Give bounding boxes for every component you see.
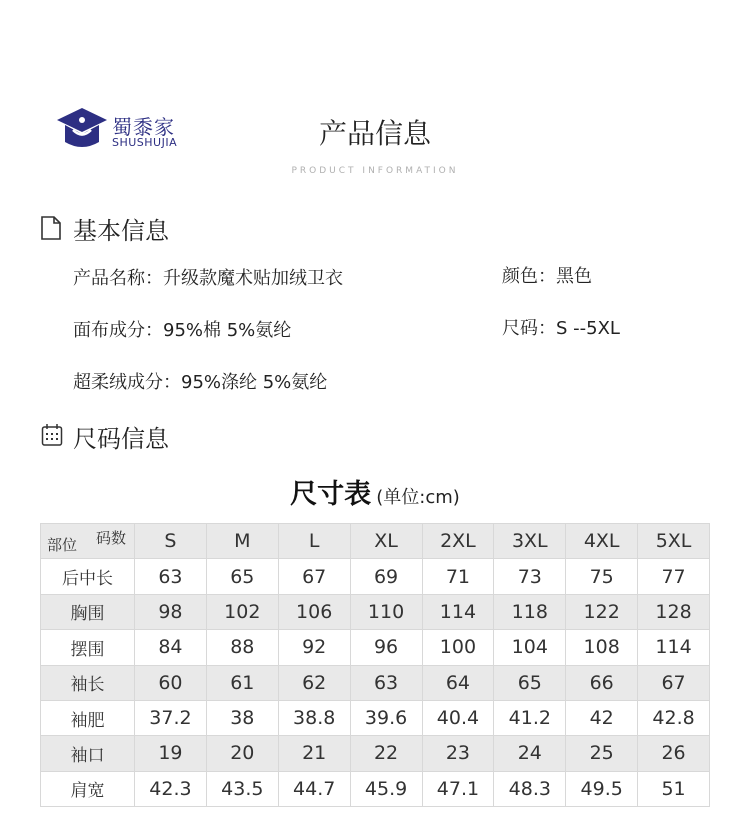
table-cell: 106 xyxy=(278,594,350,629)
table-row xyxy=(41,559,710,594)
table-cell: 92 xyxy=(278,630,350,665)
size-table-title xyxy=(0,472,750,511)
size-range: 尺码：S --5XL xyxy=(502,318,620,339)
corner-size-label: 码数 xyxy=(95,529,126,547)
product-color: 颜色：黑色 xyxy=(502,266,592,287)
table-cell: 42.3 xyxy=(135,771,207,806)
table-row xyxy=(41,630,710,665)
table-cell: 39.6 xyxy=(350,700,422,735)
table-cell: 37.2 xyxy=(135,700,207,735)
table-row xyxy=(41,594,710,629)
table-cell: 128 xyxy=(638,594,710,629)
table-cell: 114 xyxy=(422,594,494,629)
page-subtitle: PRODUCT INFORMATION xyxy=(291,166,459,176)
table-cell: 38 xyxy=(206,700,278,735)
table-cell: 66 xyxy=(566,665,638,700)
table-cell: 75 xyxy=(566,559,638,594)
table-cell: 65 xyxy=(494,665,566,700)
table-cell: 69 xyxy=(350,559,422,594)
row-label: 摆围 xyxy=(41,630,135,665)
table-row xyxy=(41,771,710,806)
table-cell: 49.5 xyxy=(566,771,638,806)
row-label: 肩宽 xyxy=(41,771,135,806)
table-cell: 67 xyxy=(638,665,710,700)
size-info-heading: 尺码信息 xyxy=(73,425,169,453)
table-cell: 71 xyxy=(422,559,494,594)
table-cell: 118 xyxy=(494,594,566,629)
table-cell: 23 xyxy=(422,736,494,771)
table-cell: 47.1 xyxy=(422,771,494,806)
table-cell: 51 xyxy=(638,771,710,806)
table-cell: 122 xyxy=(566,594,638,629)
row-label: 后中长 xyxy=(41,559,135,594)
table-cell: 88 xyxy=(206,630,278,665)
table-cell: 43.5 xyxy=(206,771,278,806)
basic-info-heading: 基本信息 xyxy=(73,217,169,245)
table-cell: 60 xyxy=(135,665,207,700)
row-label: 袖口 xyxy=(41,736,135,771)
table-cell: 21 xyxy=(278,736,350,771)
calendar-icon xyxy=(41,423,63,447)
size-col-header: 2XL xyxy=(422,524,494,559)
table-cell: 44.7 xyxy=(278,771,350,806)
table-cell: 73 xyxy=(494,559,566,594)
table-row xyxy=(41,736,710,771)
product-name: 产品名称：升级款魔术贴加绒卫衣 xyxy=(73,268,343,289)
table-cell: 38.8 xyxy=(278,700,350,735)
size-table xyxy=(40,523,710,807)
table-cell: 45.9 xyxy=(350,771,422,806)
size-table-title-text: 尺寸表 xyxy=(290,479,372,510)
row-label: 袖长 xyxy=(41,665,135,700)
table-cell: 100 xyxy=(422,630,494,665)
table-cell: 24 xyxy=(494,736,566,771)
table-cell: 65 xyxy=(206,559,278,594)
fleece-composition: 超柔绒成分：95%涤纶 5%氨纶 xyxy=(73,372,328,393)
table-cell: 26 xyxy=(638,736,710,771)
table-cell: 19 xyxy=(135,736,207,771)
table-cell: 84 xyxy=(135,630,207,665)
row-label: 袖肥 xyxy=(41,700,135,735)
table-cell: 104 xyxy=(494,630,566,665)
corner-part-label: 部位 xyxy=(47,536,78,555)
table-cell: 102 xyxy=(206,594,278,629)
table-cell: 110 xyxy=(350,594,422,629)
table-cell: 22 xyxy=(350,736,422,771)
table-row xyxy=(41,665,710,700)
size-header-row xyxy=(41,524,710,559)
table-cell: 20 xyxy=(206,736,278,771)
table-cell: 42 xyxy=(566,700,638,735)
size-col-header: S xyxy=(135,524,207,559)
table-cell: 96 xyxy=(350,630,422,665)
table-cell: 48.3 xyxy=(494,771,566,806)
table-cell: 77 xyxy=(638,559,710,594)
document-icon xyxy=(40,216,62,240)
row-label: 胸围 xyxy=(41,594,135,629)
table-cell: 40.4 xyxy=(422,700,494,735)
table-row xyxy=(41,700,710,735)
table-cell: 63 xyxy=(135,559,207,594)
size-col-header: L xyxy=(278,524,350,559)
brand-name-cn: 蜀黍家 xyxy=(112,115,175,139)
table-cell: 108 xyxy=(566,630,638,665)
page-title: 产品信息 xyxy=(318,117,431,150)
brand-name-en: SHUSHUJIA xyxy=(112,136,178,149)
table-cell: 64 xyxy=(422,665,494,700)
table-cell: 98 xyxy=(135,594,207,629)
size-col-header: 5XL xyxy=(638,524,710,559)
size-col-header: 4XL xyxy=(566,524,638,559)
table-cell: 114 xyxy=(638,630,710,665)
table-cell: 41.2 xyxy=(494,700,566,735)
table-cell: 62 xyxy=(278,665,350,700)
size-col-header: 3XL xyxy=(494,524,566,559)
table-cell: 42.8 xyxy=(638,700,710,735)
size-table-unit: (单位:cm) xyxy=(376,487,460,508)
table-cell: 25 xyxy=(566,736,638,771)
table-cell: 63 xyxy=(350,665,422,700)
table-cell: 67 xyxy=(278,559,350,594)
size-col-header: M xyxy=(206,524,278,559)
size-col-header: XL xyxy=(350,524,422,559)
fabric-composition: 面布成分：95%棉 5%氨纶 xyxy=(73,320,292,341)
table-cell: 61 xyxy=(206,665,278,700)
size-table-corner xyxy=(41,524,135,559)
